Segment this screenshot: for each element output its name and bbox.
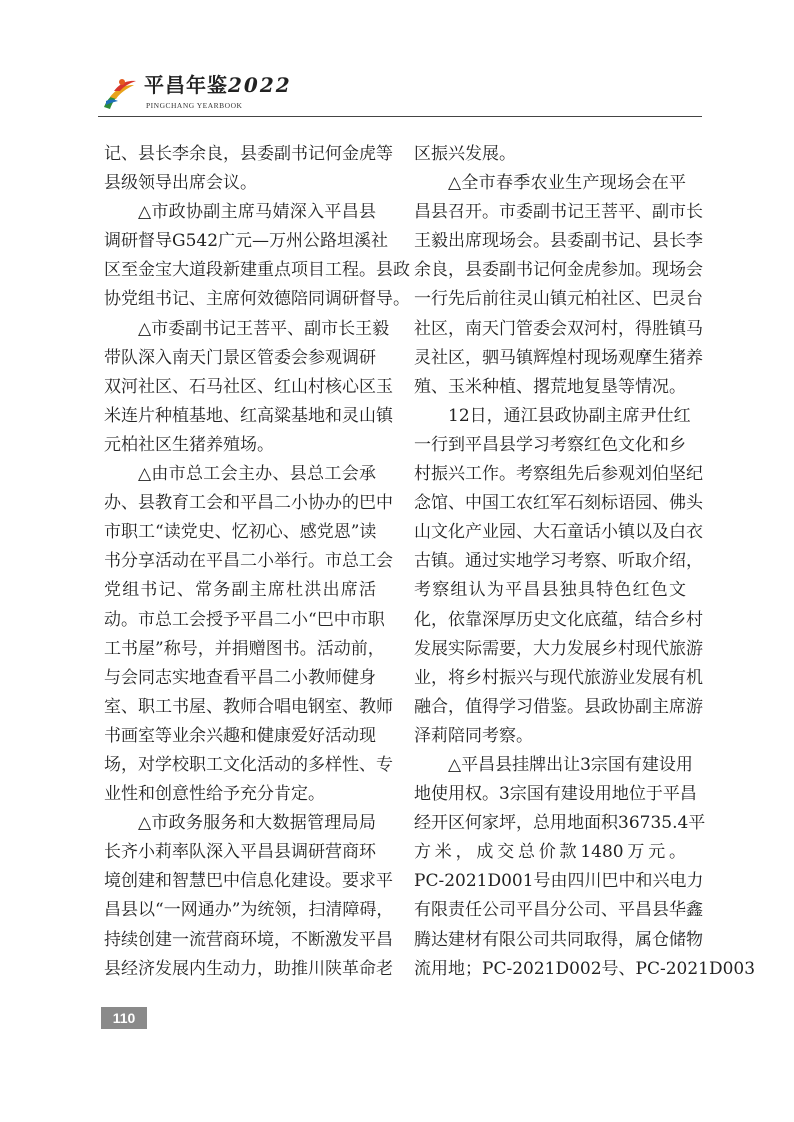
text-line: 融合，值得学习借鉴。县政协副主席游 <box>414 696 703 717</box>
text-line: 有限责任公司平昌分公司、平昌县华鑫 <box>414 900 703 921</box>
left-column <box>104 140 410 984</box>
right-column <box>414 140 756 984</box>
text-line: 办、县教育工会和平昌二小协办的巴中 <box>104 493 393 514</box>
page-number: 110 <box>101 1007 147 1029</box>
text-line: 地使用权。3宗国有建设用地位于平昌 <box>414 784 697 805</box>
text-line: △市政务服务和大数据管理局局 <box>138 813 376 834</box>
text-line: 发展实际需要，大力发展乡村现代旅游 <box>414 638 703 659</box>
text-line: 山文化产业园、大石童话小镇以及白衣 <box>414 522 703 543</box>
yearbook-title-text: 平昌年鉴 <box>144 73 228 97</box>
text-line: 化，依靠深厚历史文化底蕴，结合乡村 <box>414 609 703 630</box>
paragraph <box>104 140 393 198</box>
text-line: 动。市总工会授予平昌二小“巴中市职 <box>104 609 385 630</box>
yearbook-year: 2022 <box>228 73 292 97</box>
text-line: 协党组书记、主席何效德陪同调研督导。 <box>104 289 410 310</box>
text-line: 室、职工书屋、教师合唱电钢室、教师 <box>104 696 393 717</box>
text-line: 王毅出席现场会。县委副书记、县长李 <box>414 231 703 252</box>
yearbook-subtitle: PINGCHANG YEARBOOK <box>146 101 243 110</box>
text-line: △市政协副主席马婧深入平昌县 <box>138 202 376 223</box>
text-line: △全市春季农业生产现场会在平 <box>448 173 686 194</box>
text-line: 考察组认为平昌县独具特色红色文 <box>414 580 686 601</box>
text-line: △市委副书记王菩平、副市长王毅 <box>138 318 390 339</box>
yearbook-logo-icon <box>100 77 140 111</box>
text-line: 记、县长李余良，县委副书记何金虎等 <box>104 144 393 164</box>
text-line: 持续创建一流营商环境，不断激发平昌 <box>104 929 393 950</box>
text-line: 县级领导出席会议。 <box>104 173 257 194</box>
paragraph <box>414 402 703 751</box>
paragraph <box>414 169 703 402</box>
text-line: 腾达建材有限公司共同取得，属仓储物 <box>414 929 703 950</box>
text-line: 市职工“读党史、忆初心、感党恩”读 <box>104 522 377 543</box>
text-line: 昌县以“一网通办”为统领，扫清障碍， <box>104 900 394 921</box>
text-line: 一行到平昌县学习考察红色文化和乡 <box>414 434 686 455</box>
text-line: 场，对学校职工文化活动的多样性、专 <box>104 754 393 775</box>
text-line: 调研督导G542广元—万州公路坦溪社 <box>104 231 389 252</box>
text-line: 泽莉陪同考察。 <box>414 725 533 746</box>
text-line: 区至金宝大道段新建重点项目工程。县政 <box>104 260 410 281</box>
text-line: 书分享活动在平昌二小举行。市总工会 <box>104 551 393 572</box>
text-line: △由市总工会主办、县总工会承 <box>138 464 376 485</box>
paragraph <box>104 315 393 460</box>
text-line: 带队深入南天门景区管委会参观调研 <box>104 347 376 368</box>
text-line: 县经济发展内生动力，助推川陕革命老 <box>104 958 393 979</box>
text-line: 业，将乡村振兴与现代旅游业发展有机 <box>414 667 703 688</box>
text-line: 昌县召开。市委副书记王菩平、副市长 <box>414 202 703 223</box>
text-line: 业性和创意性给予充分肯定。 <box>104 784 325 805</box>
text-line: 灵社区，驷马镇辉煌村现场观摩生猪养 <box>414 347 703 368</box>
text-line: 区振兴发展。 <box>414 144 516 164</box>
paragraph <box>104 809 394 984</box>
text-line: △平昌县挂牌出让3宗国有建设用 <box>448 754 693 775</box>
text-line: 与会同志实地查看平昌二小教师健身 <box>104 667 376 688</box>
text-line: 念馆、中国工农红军石刻标语园、佛头 <box>414 493 703 514</box>
text-line: 一行先后前往灵山镇元柏社区、巴灵台 <box>414 289 703 310</box>
text-line: 古镇。通过实地学习考察、听取介绍， <box>414 551 703 572</box>
text-line: 工书屋”称号，并捐赠图书。活动前， <box>104 638 385 659</box>
paragraph <box>104 460 393 809</box>
text-line: 方米，成交总价款1480万元。 <box>414 842 686 863</box>
text-line: 12日，通江县政协副主席尹仕红 <box>448 405 691 426</box>
text-line: 长齐小莉率队深入平昌县调研营商环 <box>104 842 376 863</box>
text-line: 经开区何家坪，总用地面积36735.4平 <box>414 813 706 834</box>
text-line: 元柏社区生猪养殖场。 <box>104 434 274 455</box>
text-line: 村振兴工作。考察组先后参观刘伯坚纪 <box>414 464 703 485</box>
text-line: 米连片种植基地、红高粱基地和灵山镇 <box>104 405 393 426</box>
text-line: 社区，南天门管委会双河村，得胜镇马 <box>414 318 703 339</box>
text-line: 余良，县委副书记何金虎参加。现场会 <box>414 260 703 281</box>
text-line: 双河社区、石马社区、红山村核心区玉 <box>104 376 393 397</box>
paragraph <box>414 751 756 984</box>
paragraph <box>414 140 686 169</box>
text-line: 境创建和智慧巴中信息化建设。要求平 <box>104 871 393 892</box>
text-line: 殖、玉米种植、撂荒地复垦等情况。 <box>414 376 686 397</box>
text-line: 党组书记、常务副主席杜洪出席活 <box>104 580 376 601</box>
text-line: 流用地；PC-2021D002号、PC-2021D003 <box>414 958 756 979</box>
running-header <box>98 74 702 117</box>
yearbook-title <box>144 74 292 96</box>
paragraph <box>104 198 410 314</box>
text-line: 书画室等业余兴趣和健康爱好活动现 <box>104 725 376 746</box>
text-line: PC-2021D001号由四川巴中和兴电力 <box>414 871 704 892</box>
